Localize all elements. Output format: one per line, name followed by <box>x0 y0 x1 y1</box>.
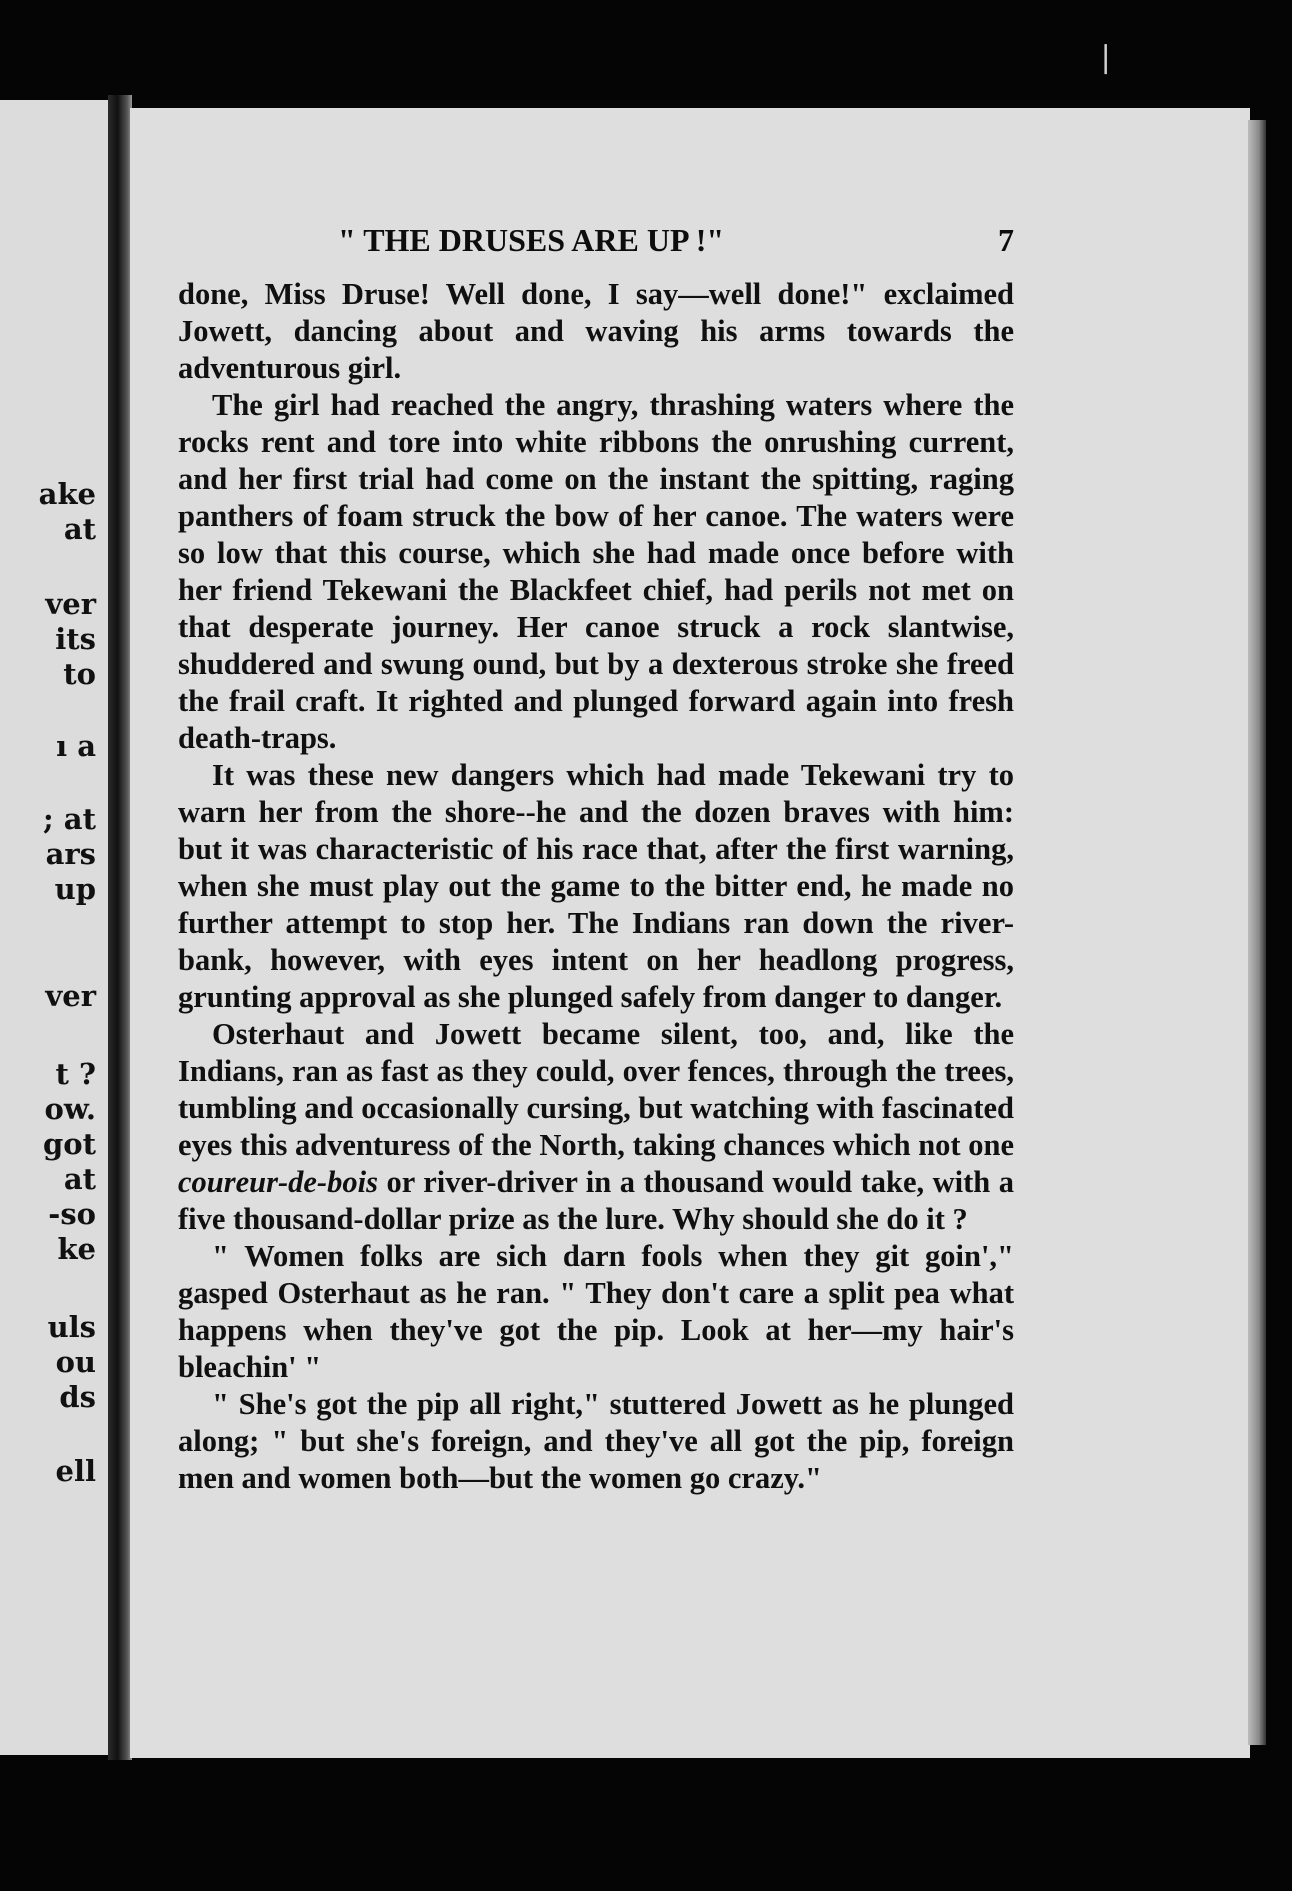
paragraph-4-text-before: Osterhaut and Jowett became silent, too, and, like the Indians, ran as fast as they could, over fences, through the trees, tumbling and occasionally cursing, but watching with fascinated eyes this adventuress of the North, taking chances which not one <box>178 1017 1014 1162</box>
left-page-fragment: ake <box>38 477 96 511</box>
left-page-fragment: ow. <box>44 1092 96 1126</box>
left-page-fragment: ars <box>45 837 96 871</box>
left-page-fragment: ds <box>59 1380 96 1414</box>
left-page-fragment: ; at <box>43 802 96 836</box>
left-page-fragment: up <box>54 872 96 906</box>
left-page-fragment: t ? <box>55 1057 96 1091</box>
left-page-fragment: ou <box>55 1345 96 1379</box>
left-page-fragment: at <box>63 512 96 546</box>
paragraph-5: " Women folks are sich darn fools when they git goin'," gasped Osterhaut as he ran. " They don't care a split pea what happens when they've got the pip. Look at her—my hair's bleachin' " <box>178 1239 1014 1384</box>
running-head-title: " THE DRUSES ARE UP !" <box>338 222 725 258</box>
paragraph-1: done, Miss Druse! Well done, I say—well done!" exclaimed Jowett, dancing about and waving his arms towards the adventurous girl. <box>178 277 1014 385</box>
page-number: 7 <box>998 222 1014 258</box>
left-page-fragment: ver <box>45 979 96 1013</box>
left-page-fragment: ı a <box>56 729 96 763</box>
paragraph-2: The girl had reached the angry, thrashing waters where the rocks rent and tore into white ribbons the onrushing current, and her first trial had come on the instant the spitting, raging panthers of foam struck the bow of her canoe. The waters were so low that this course, which she had made once before with her friend Tekewani the Blackfeet chief, had perils not met on that desperate journey. Her canoe struck a rock slantwise, shuddered and swung ound, but by a dexterous stroke she freed the frail craft. It righted and plunged forward again into fresh death-traps. <box>178 388 1014 755</box>
left-page-fragment: ver <box>45 587 96 621</box>
body-text <box>178 276 1014 1497</box>
left-page-fragment: uls <box>47 1310 96 1344</box>
paragraph-6: " She's got the pip all right," stuttered Jowett as he plunged along; " but she's foreign, and they've all got the pip, foreign men and women both—but the women go crazy." <box>178 1387 1014 1495</box>
left-page-fragment: ell <box>55 1454 96 1488</box>
left-page-edge <box>0 100 110 1755</box>
left-page-fragment: got <box>42 1127 96 1161</box>
paragraph-3: It was these new dangers which had made Tekewani try to warn her from the shore--he and the dozen braves with him: but it was characteristic of his race that, after the first warning, when she must play out the game to the bitter end, he made no further attempt to stop her. The Indians ran down the river-bank, however, with eyes intent on her headlong progress, grunting approval as she plunged safely from danger to danger. <box>178 758 1014 1014</box>
left-page-fragment: -so <box>48 1197 96 1231</box>
left-page-fragment: to <box>63 657 96 691</box>
book-gutter <box>108 95 132 1760</box>
left-page-fragment: at <box>63 1162 96 1196</box>
paragraph-4-text-after: or river-driver in a thousand would take, with a five thousand-dollar prize as the lure. Why should she do it ? <box>178 1165 1014 1236</box>
left-page-fragment: ke <box>57 1232 96 1266</box>
paragraph-4 <box>178 1016 1014 1238</box>
paragraph-4-italic-term: coureur-de-bois <box>178 1165 378 1199</box>
page-edge-shadow <box>1248 120 1266 1745</box>
left-page-fragment: its <box>55 622 96 656</box>
scan-speck: ❘ <box>1093 40 1119 75</box>
